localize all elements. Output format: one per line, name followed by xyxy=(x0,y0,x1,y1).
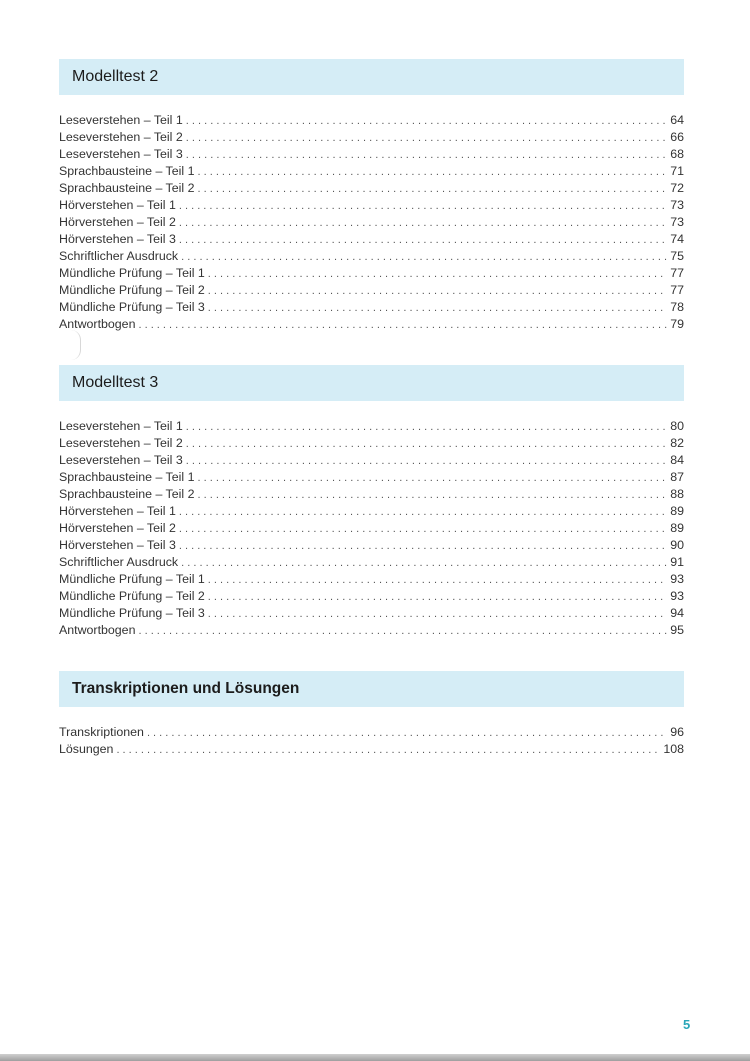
toc-entry[interactable] xyxy=(59,724,684,741)
entry-label: Schriftlicher Ausdruck xyxy=(59,249,179,263)
entry-page: 77 xyxy=(670,283,684,297)
entry-label: Hörverstehen – Teil 3 xyxy=(59,232,176,246)
entry-page: 73 xyxy=(670,198,684,212)
entry-label: Mündliche Prüfung – Teil 1 xyxy=(59,266,205,280)
dot-leader xyxy=(197,181,667,198)
toc-entry[interactable] xyxy=(59,112,684,129)
dot-leader xyxy=(208,606,667,623)
entry-page: 91 xyxy=(670,555,684,569)
toc-entry[interactable] xyxy=(59,197,684,214)
toc-entry[interactable] xyxy=(59,571,684,588)
dot-leader xyxy=(186,130,667,147)
toc-entry[interactable] xyxy=(59,486,684,503)
entry-label: Hörverstehen – Teil 2 xyxy=(59,521,176,535)
entry-page: 64 xyxy=(670,113,684,127)
dot-leader xyxy=(147,725,667,742)
toc-entry[interactable] xyxy=(59,452,684,469)
entry-page: 90 xyxy=(670,538,684,552)
dot-leader xyxy=(179,538,667,555)
toc-list xyxy=(59,724,684,758)
entry-page: 82 xyxy=(670,436,684,450)
toc-entry[interactable] xyxy=(59,554,684,571)
entry-label: Sprachbausteine – Teil 1 xyxy=(59,470,195,484)
entry-page: 73 xyxy=(670,215,684,229)
entry-label: Hörverstehen – Teil 2 xyxy=(59,215,176,229)
entry-label: Leseverstehen – Teil 2 xyxy=(59,130,183,144)
toc-entry[interactable] xyxy=(59,146,684,163)
entry-page: 93 xyxy=(670,572,684,586)
entry-page: 72 xyxy=(670,181,684,195)
entry-label: Mündliche Prüfung – Teil 2 xyxy=(59,589,205,603)
entry-label: Hörverstehen – Teil 1 xyxy=(59,198,176,212)
entry-label: Mündliche Prüfung – Teil 1 xyxy=(59,572,205,586)
entry-label: Sprachbausteine – Teil 2 xyxy=(59,487,195,501)
dot-leader xyxy=(179,232,667,249)
dot-leader xyxy=(179,504,667,521)
entry-label: Leseverstehen – Teil 1 xyxy=(59,419,183,433)
toc-entry[interactable] xyxy=(59,231,684,248)
section-transkriptionen xyxy=(59,671,684,758)
dot-leader xyxy=(197,470,667,487)
toc-entry[interactable] xyxy=(59,503,684,520)
entry-label: Sprachbausteine – Teil 2 xyxy=(59,181,195,195)
toc-entry[interactable] xyxy=(59,435,684,452)
scan-mark xyxy=(70,330,81,360)
toc-entry[interactable] xyxy=(59,163,684,180)
entry-label: Schriftlicher Ausdruck xyxy=(59,555,179,569)
dot-leader xyxy=(138,317,667,334)
section-modelltest-2 xyxy=(59,59,684,333)
entry-label: Hörverstehen – Teil 3 xyxy=(59,538,176,552)
toc-entry[interactable] xyxy=(59,520,684,537)
toc-list xyxy=(59,418,684,639)
section-modelltest-3 xyxy=(59,365,684,639)
dot-leader xyxy=(208,266,667,283)
dot-leader xyxy=(186,436,667,453)
toc-entry[interactable] xyxy=(59,469,684,486)
bottom-edge-bar xyxy=(0,1054,750,1061)
entry-page: 74 xyxy=(670,232,684,246)
dot-leader xyxy=(179,198,667,215)
toc-entry[interactable] xyxy=(59,282,684,299)
entry-page: 93 xyxy=(670,589,684,603)
dot-leader xyxy=(197,487,667,504)
dot-leader xyxy=(179,521,667,538)
toc-entry[interactable] xyxy=(59,418,684,435)
entry-label: Leseverstehen – Teil 3 xyxy=(59,453,183,467)
dot-leader xyxy=(186,147,667,164)
entry-page: 79 xyxy=(670,317,684,331)
toc-entry[interactable] xyxy=(59,265,684,282)
entry-page: 88 xyxy=(670,487,684,501)
entry-label: Sprachbausteine – Teil 1 xyxy=(59,164,195,178)
toc-list xyxy=(59,112,684,333)
entry-page: 84 xyxy=(670,453,684,467)
toc-entry[interactable] xyxy=(59,622,684,639)
entry-page: 78 xyxy=(670,300,684,314)
dot-leader xyxy=(208,589,667,606)
toc-entry[interactable] xyxy=(59,316,684,333)
entry-label: Transkriptionen xyxy=(59,725,144,739)
dot-leader xyxy=(186,419,667,436)
toc-entry[interactable] xyxy=(59,180,684,197)
entry-page: 66 xyxy=(670,130,684,144)
page-number: 5 xyxy=(683,1017,691,1032)
entry-page: 94 xyxy=(670,606,684,620)
toc-entry[interactable] xyxy=(59,214,684,231)
dot-leader xyxy=(116,742,660,759)
entry-label: Mündliche Prüfung – Teil 2 xyxy=(59,283,205,297)
entry-page: 87 xyxy=(670,470,684,484)
toc-entry[interactable] xyxy=(59,537,684,554)
entry-page: 68 xyxy=(670,147,684,161)
toc-entry[interactable] xyxy=(59,248,684,265)
dot-leader xyxy=(208,300,667,317)
dot-leader xyxy=(186,453,667,470)
entry-page: 95 xyxy=(670,623,684,637)
dot-leader xyxy=(181,249,667,266)
entry-page: 77 xyxy=(670,266,684,280)
entry-page: 89 xyxy=(670,521,684,535)
entry-page: 108 xyxy=(663,742,684,756)
toc-entry[interactable] xyxy=(59,605,684,622)
entry-label: Hörverstehen – Teil 1 xyxy=(59,504,176,518)
entry-label: Leseverstehen – Teil 3 xyxy=(59,147,183,161)
entry-page: 96 xyxy=(670,725,684,739)
entry-label: Leseverstehen – Teil 1 xyxy=(59,113,183,127)
entry-label: Antwortbogen xyxy=(59,317,136,331)
entry-page: 71 xyxy=(670,164,684,178)
dot-leader xyxy=(186,113,667,130)
section-heading: Transkriptionen und Lösungen xyxy=(59,671,684,707)
section-heading: Modelltest 3 xyxy=(59,365,684,401)
entry-page: 80 xyxy=(670,419,684,433)
entry-label: Lösungen xyxy=(59,742,114,756)
toc-entry[interactable] xyxy=(59,129,684,146)
toc-entry[interactable] xyxy=(59,741,684,758)
entry-label: Leseverstehen – Teil 2 xyxy=(59,436,183,450)
dot-leader xyxy=(197,164,667,181)
dot-leader xyxy=(179,215,667,232)
dot-leader xyxy=(138,623,667,640)
dot-leader xyxy=(208,283,667,300)
entry-label: Antwortbogen xyxy=(59,623,136,637)
entry-label: Mündliche Prüfung – Teil 3 xyxy=(59,300,205,314)
toc-entry[interactable] xyxy=(59,588,684,605)
entry-page: 89 xyxy=(670,504,684,518)
dot-leader xyxy=(181,555,667,572)
entry-label: Mündliche Prüfung – Teil 3 xyxy=(59,606,205,620)
toc-entry[interactable] xyxy=(59,299,684,316)
entry-page: 75 xyxy=(670,249,684,263)
dot-leader xyxy=(208,572,667,589)
section-heading: Modelltest 2 xyxy=(59,59,684,95)
